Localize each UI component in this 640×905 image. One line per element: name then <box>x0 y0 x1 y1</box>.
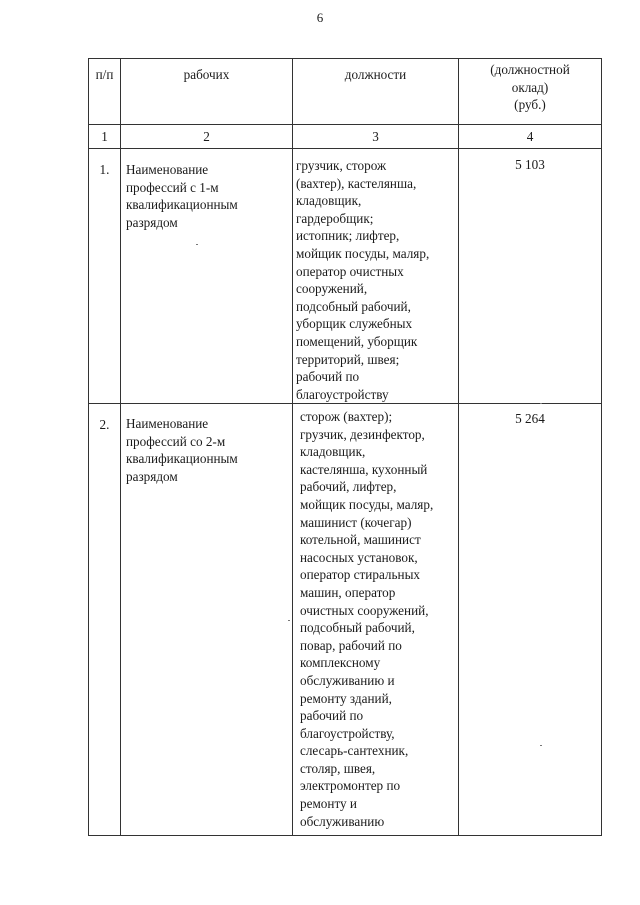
position-line: кастелянша, кухонный <box>300 461 428 477</box>
position-line: благоустройству <box>296 386 389 402</box>
position-line: кладовщик, <box>296 193 362 209</box>
table-divider-col2 <box>292 58 293 836</box>
table-border-bottom <box>88 835 602 836</box>
salary-value: 5 264 <box>515 411 545 426</box>
position-line: электромонтер по <box>300 778 401 794</box>
salary-value: 5 103 <box>515 157 545 172</box>
header-num: п/п <box>95 67 114 82</box>
scan-speck <box>540 745 542 746</box>
position-list <box>296 157 460 403</box>
position-line: обслуживанию и <box>300 672 395 688</box>
position-line: истопник; лифтер, <box>296 228 400 244</box>
position-line: слесарь-сантехник, <box>300 743 409 759</box>
profession-group-line: Наименование <box>126 162 209 177</box>
position-line: благоустройству, <box>300 725 395 741</box>
numbering-cell: 4 <box>526 129 534 144</box>
numbering-cell: 1 <box>101 129 108 144</box>
header-salary-line: (должностной <box>490 62 570 77</box>
position-line: подсобный рабочий, <box>296 298 411 314</box>
table-divider-col1 <box>120 58 121 836</box>
scan-speck <box>540 403 542 404</box>
position-line: уборщик служебных <box>296 316 413 332</box>
scan-speck <box>196 244 198 245</box>
profession-group-line: Наименование <box>126 416 209 431</box>
numbering-divider <box>88 148 602 149</box>
position-line: кладовщик, <box>300 444 366 460</box>
profession-group-line: профессий с 1-м <box>126 179 219 195</box>
position-list <box>300 408 460 830</box>
position-line: сооружений, <box>296 281 368 297</box>
profession-group-line: профессий со 2-м <box>126 433 226 449</box>
header-salary-line: (руб.) <box>514 97 546 113</box>
position-line: рабочий, лифтер, <box>300 479 397 495</box>
position-line: оператор очистных <box>296 263 404 279</box>
profession-group-line: квалификационным <box>126 197 238 213</box>
position-line: ремонту и <box>300 796 357 812</box>
header-divider <box>88 124 602 125</box>
header-workers: рабочих <box>183 67 230 82</box>
position-line: оператор стиральных <box>300 567 421 583</box>
position-line: столяр, швея, <box>300 760 376 776</box>
position-line: машин, оператор <box>300 584 396 600</box>
table-border-right <box>601 58 602 836</box>
position-line: рабочий по <box>300 708 364 724</box>
header-salary-line: оклад) <box>511 79 549 95</box>
numbering-cell: 3 <box>372 129 379 144</box>
position-line: обслуживанию <box>300 813 385 829</box>
position-line: рабочий по <box>296 369 360 385</box>
position-line: территорий, швея; <box>296 351 400 367</box>
position-line: помещений, уборщик <box>296 333 418 349</box>
position-line: мойщик посуды, маляр, <box>300 496 434 512</box>
position-line: комплексному <box>300 655 381 671</box>
profession-group-name <box>126 161 290 231</box>
salary-table <box>88 58 602 836</box>
table-border-top <box>88 58 602 59</box>
position-line: повар, рабочий по <box>300 637 402 653</box>
numbering-cell: 2 <box>203 129 210 144</box>
position-line: грузчик, дезинфектор, <box>300 426 425 442</box>
row-number: 2. <box>99 417 110 432</box>
scan-speck <box>288 620 290 621</box>
profession-group-line: разрядом <box>126 468 178 484</box>
header-position: должности <box>344 67 407 82</box>
position-line: гардеробщик; <box>296 210 374 226</box>
row-number: 1. <box>99 162 110 177</box>
position-line: очистных сооружений, <box>300 602 429 618</box>
position-line: машинист (кочегар) <box>300 514 412 530</box>
profession-group-line: разрядом <box>126 214 178 230</box>
position-line: насосных установок, <box>300 549 418 565</box>
position-line: ремонту зданий, <box>300 690 392 706</box>
position-line: сторож (вахтер); <box>300 409 393 424</box>
position-line: котельной, машинист <box>300 532 421 548</box>
header-salary <box>459 61 601 114</box>
profession-group-name <box>126 415 290 485</box>
position-line: мойщик посуды, маляр, <box>296 245 430 261</box>
page-number: 6 <box>316 10 324 25</box>
position-line: подсобный рабочий, <box>300 620 415 636</box>
position-line: грузчик, сторож <box>296 158 387 173</box>
profession-group-line: квалификационным <box>126 451 238 467</box>
position-line: (вахтер), кастелянша, <box>296 175 417 191</box>
